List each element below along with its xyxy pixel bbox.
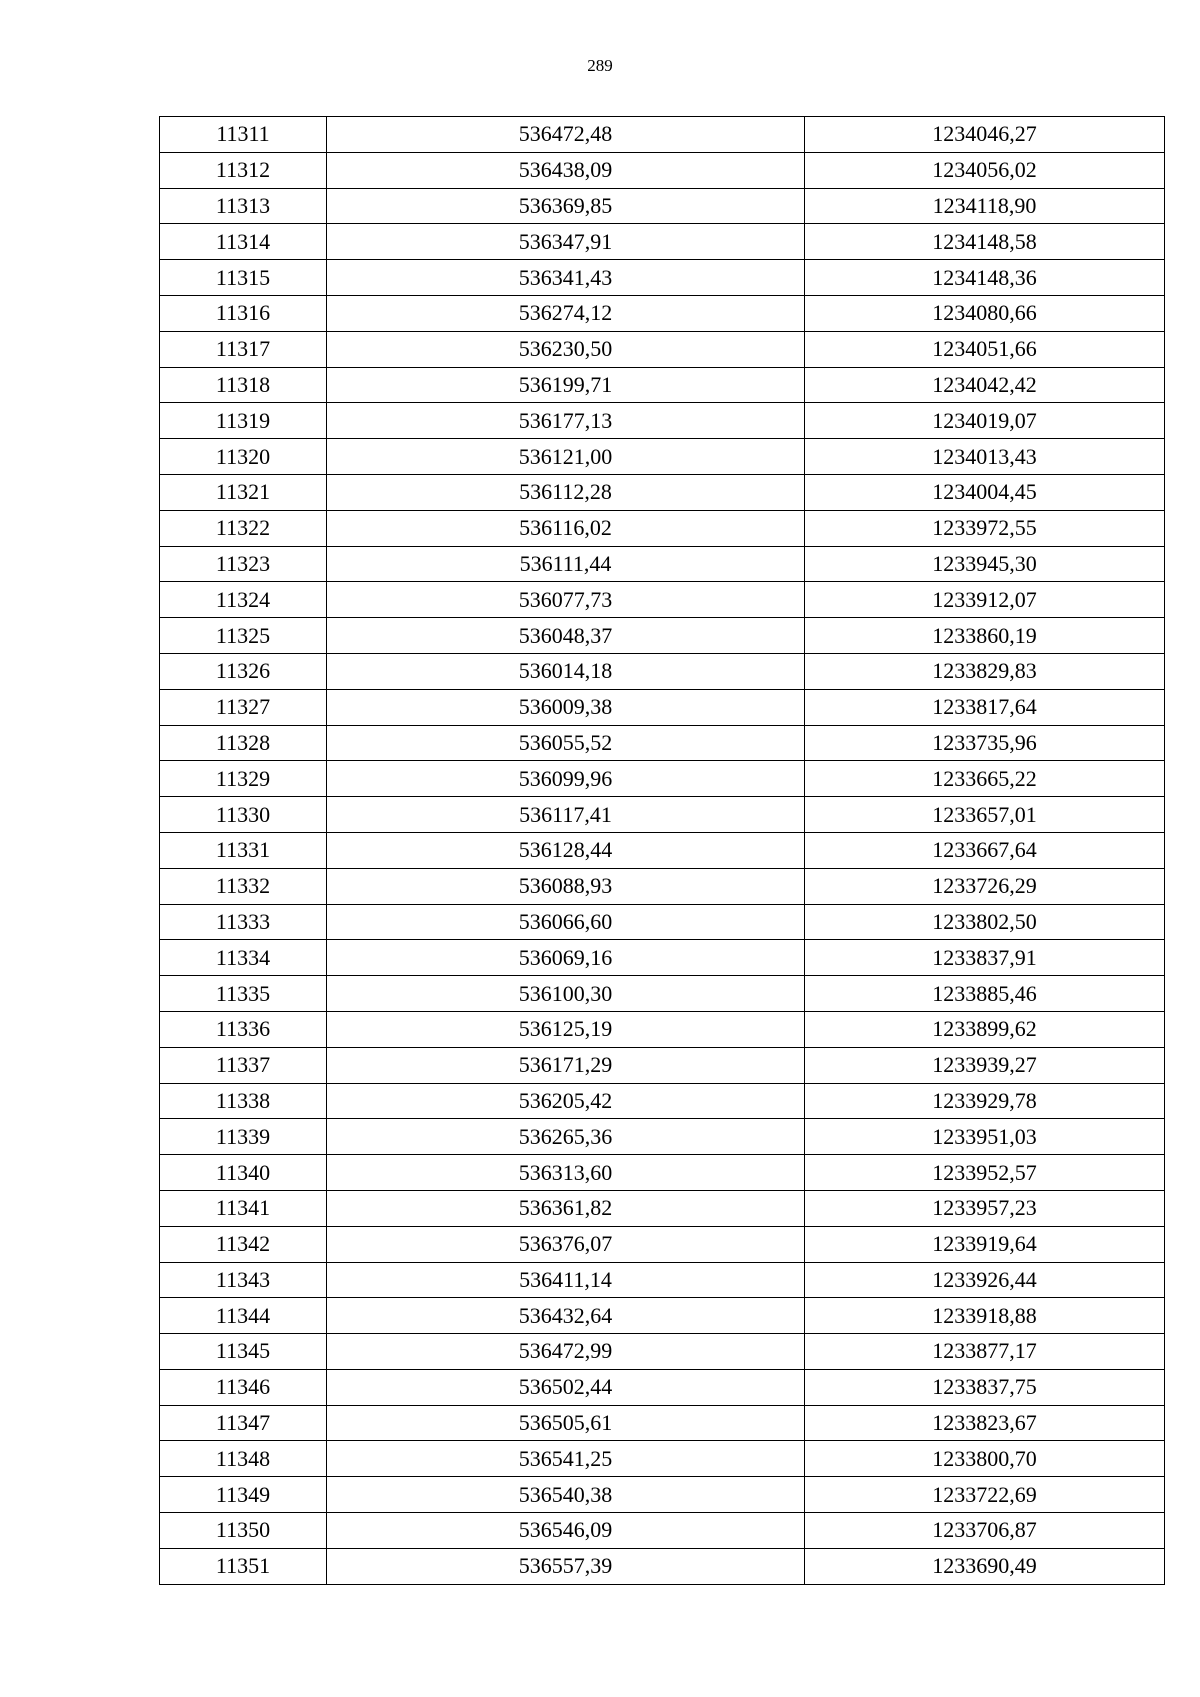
y-coordinate-cell: 1233952,57 bbox=[805, 1155, 1165, 1191]
table-row bbox=[160, 868, 1165, 904]
point-number-cell: 11330 bbox=[160, 797, 327, 833]
table-row bbox=[160, 1047, 1165, 1083]
table-row bbox=[160, 725, 1165, 761]
y-coordinate-cell: 1234148,36 bbox=[805, 260, 1165, 296]
point-number-cell: 11323 bbox=[160, 546, 327, 582]
point-number-cell: 11328 bbox=[160, 725, 327, 761]
point-number-cell: 11339 bbox=[160, 1119, 327, 1155]
table-row bbox=[160, 295, 1165, 331]
table-row bbox=[160, 904, 1165, 940]
table-row bbox=[160, 188, 1165, 224]
table-row bbox=[160, 1226, 1165, 1262]
x-coordinate-cell: 536100,30 bbox=[327, 976, 805, 1012]
x-coordinate-cell: 536472,48 bbox=[327, 117, 805, 153]
point-number-cell: 11348 bbox=[160, 1441, 327, 1477]
table-row bbox=[160, 582, 1165, 618]
x-coordinate-cell: 536438,09 bbox=[327, 152, 805, 188]
y-coordinate-cell: 1233726,29 bbox=[805, 868, 1165, 904]
point-number-cell: 11329 bbox=[160, 761, 327, 797]
point-number-cell: 11326 bbox=[160, 653, 327, 689]
table-row bbox=[160, 1155, 1165, 1191]
y-coordinate-cell: 1233829,83 bbox=[805, 653, 1165, 689]
y-coordinate-cell: 1233667,64 bbox=[805, 832, 1165, 868]
y-coordinate-cell: 1234004,45 bbox=[805, 474, 1165, 510]
y-coordinate-cell: 1233860,19 bbox=[805, 618, 1165, 654]
table-row bbox=[160, 1334, 1165, 1370]
y-coordinate-cell: 1234019,07 bbox=[805, 403, 1165, 439]
y-coordinate-cell: 1233735,96 bbox=[805, 725, 1165, 761]
point-number-cell: 11335 bbox=[160, 976, 327, 1012]
table-row bbox=[160, 1369, 1165, 1405]
x-coordinate-cell: 536048,37 bbox=[327, 618, 805, 654]
point-number-cell: 11313 bbox=[160, 188, 327, 224]
x-coordinate-cell: 536230,50 bbox=[327, 331, 805, 367]
point-number-cell: 11334 bbox=[160, 940, 327, 976]
table-row bbox=[160, 1513, 1165, 1549]
point-number-cell: 11315 bbox=[160, 260, 327, 296]
y-coordinate-cell: 1233912,07 bbox=[805, 582, 1165, 618]
x-coordinate-cell: 536361,82 bbox=[327, 1190, 805, 1226]
x-coordinate-cell: 536265,36 bbox=[327, 1119, 805, 1155]
y-coordinate-cell: 1233957,23 bbox=[805, 1190, 1165, 1226]
y-coordinate-cell: 1233972,55 bbox=[805, 510, 1165, 546]
y-coordinate-cell: 1234046,27 bbox=[805, 117, 1165, 153]
point-number-cell: 11311 bbox=[160, 117, 327, 153]
table-row bbox=[160, 403, 1165, 439]
coordinates-table bbox=[159, 116, 1165, 1585]
x-coordinate-cell: 536069,16 bbox=[327, 940, 805, 976]
x-coordinate-cell: 536066,60 bbox=[327, 904, 805, 940]
y-coordinate-cell: 1233929,78 bbox=[805, 1083, 1165, 1119]
x-coordinate-cell: 536177,13 bbox=[327, 403, 805, 439]
y-coordinate-cell: 1234042,42 bbox=[805, 367, 1165, 403]
x-coordinate-cell: 536472,99 bbox=[327, 1334, 805, 1370]
y-coordinate-cell: 1233706,87 bbox=[805, 1513, 1165, 1549]
point-number-cell: 11346 bbox=[160, 1369, 327, 1405]
x-coordinate-cell: 536411,14 bbox=[327, 1262, 805, 1298]
table-row bbox=[160, 260, 1165, 296]
point-number-cell: 11337 bbox=[160, 1047, 327, 1083]
table-row bbox=[160, 1405, 1165, 1441]
table-row bbox=[160, 653, 1165, 689]
x-coordinate-cell: 536505,61 bbox=[327, 1405, 805, 1441]
point-number-cell: 11324 bbox=[160, 582, 327, 618]
x-coordinate-cell: 536557,39 bbox=[327, 1548, 805, 1584]
table-row bbox=[160, 439, 1165, 475]
table-row bbox=[160, 797, 1165, 833]
x-coordinate-cell: 536111,44 bbox=[327, 546, 805, 582]
x-coordinate-cell: 536313,60 bbox=[327, 1155, 805, 1191]
x-coordinate-cell: 536369,85 bbox=[327, 188, 805, 224]
x-coordinate-cell: 536055,52 bbox=[327, 725, 805, 761]
table-row bbox=[160, 689, 1165, 725]
x-coordinate-cell: 536541,25 bbox=[327, 1441, 805, 1477]
x-coordinate-cell: 536205,42 bbox=[327, 1083, 805, 1119]
x-coordinate-cell: 536341,43 bbox=[327, 260, 805, 296]
point-number-cell: 11344 bbox=[160, 1298, 327, 1334]
x-coordinate-cell: 536112,28 bbox=[327, 474, 805, 510]
point-number-cell: 11350 bbox=[160, 1513, 327, 1549]
point-number-cell: 11322 bbox=[160, 510, 327, 546]
table-row bbox=[160, 761, 1165, 797]
y-coordinate-cell: 1234056,02 bbox=[805, 152, 1165, 188]
table-row bbox=[160, 1119, 1165, 1155]
x-coordinate-cell: 536432,64 bbox=[327, 1298, 805, 1334]
table-row bbox=[160, 1190, 1165, 1226]
table-row bbox=[160, 546, 1165, 582]
point-number-cell: 11351 bbox=[160, 1548, 327, 1584]
table-row bbox=[160, 1262, 1165, 1298]
point-number-cell: 11319 bbox=[160, 403, 327, 439]
table-row bbox=[160, 1548, 1165, 1584]
x-coordinate-cell: 536117,41 bbox=[327, 797, 805, 833]
x-coordinate-cell: 536347,91 bbox=[327, 224, 805, 260]
table-row bbox=[160, 1011, 1165, 1047]
point-number-cell: 11336 bbox=[160, 1011, 327, 1047]
table-row bbox=[160, 117, 1165, 153]
point-number-cell: 11316 bbox=[160, 295, 327, 331]
x-coordinate-cell: 536121,00 bbox=[327, 439, 805, 475]
x-coordinate-cell: 536171,29 bbox=[327, 1047, 805, 1083]
x-coordinate-cell: 536014,18 bbox=[327, 653, 805, 689]
x-coordinate-cell: 536116,02 bbox=[327, 510, 805, 546]
point-number-cell: 11321 bbox=[160, 474, 327, 510]
table-body bbox=[160, 117, 1165, 1585]
y-coordinate-cell: 1233657,01 bbox=[805, 797, 1165, 833]
table-row bbox=[160, 976, 1165, 1012]
y-coordinate-cell: 1233918,88 bbox=[805, 1298, 1165, 1334]
x-coordinate-cell: 536128,44 bbox=[327, 832, 805, 868]
y-coordinate-cell: 1234080,66 bbox=[805, 295, 1165, 331]
table-row bbox=[160, 152, 1165, 188]
point-number-cell: 11318 bbox=[160, 367, 327, 403]
point-number-cell: 11343 bbox=[160, 1262, 327, 1298]
x-coordinate-cell: 536088,93 bbox=[327, 868, 805, 904]
y-coordinate-cell: 1234118,90 bbox=[805, 188, 1165, 224]
y-coordinate-cell: 1233817,64 bbox=[805, 689, 1165, 725]
y-coordinate-cell: 1233665,22 bbox=[805, 761, 1165, 797]
y-coordinate-cell: 1233951,03 bbox=[805, 1119, 1165, 1155]
point-number-cell: 11320 bbox=[160, 439, 327, 475]
x-coordinate-cell: 536502,44 bbox=[327, 1369, 805, 1405]
point-number-cell: 11333 bbox=[160, 904, 327, 940]
y-coordinate-cell: 1233690,49 bbox=[805, 1548, 1165, 1584]
point-number-cell: 11332 bbox=[160, 868, 327, 904]
y-coordinate-cell: 1233802,50 bbox=[805, 904, 1165, 940]
y-coordinate-cell: 1234051,66 bbox=[805, 331, 1165, 367]
table-row bbox=[160, 1298, 1165, 1334]
y-coordinate-cell: 1233926,44 bbox=[805, 1262, 1165, 1298]
point-number-cell: 11338 bbox=[160, 1083, 327, 1119]
y-coordinate-cell: 1233823,67 bbox=[805, 1405, 1165, 1441]
y-coordinate-cell: 1233837,75 bbox=[805, 1369, 1165, 1405]
x-coordinate-cell: 536077,73 bbox=[327, 582, 805, 618]
point-number-cell: 11349 bbox=[160, 1477, 327, 1513]
y-coordinate-cell: 1233899,62 bbox=[805, 1011, 1165, 1047]
y-coordinate-cell: 1233877,17 bbox=[805, 1334, 1165, 1370]
y-coordinate-cell: 1233837,91 bbox=[805, 940, 1165, 976]
y-coordinate-cell: 1234148,58 bbox=[805, 224, 1165, 260]
y-coordinate-cell: 1233885,46 bbox=[805, 976, 1165, 1012]
table-row bbox=[160, 618, 1165, 654]
table-row bbox=[160, 331, 1165, 367]
point-number-cell: 11340 bbox=[160, 1155, 327, 1191]
table-row bbox=[160, 940, 1165, 976]
point-number-cell: 11347 bbox=[160, 1405, 327, 1441]
table-row bbox=[160, 1441, 1165, 1477]
point-number-cell: 11317 bbox=[160, 331, 327, 367]
table-row bbox=[160, 832, 1165, 868]
table-row bbox=[160, 1083, 1165, 1119]
y-coordinate-cell: 1233722,69 bbox=[805, 1477, 1165, 1513]
table-row bbox=[160, 224, 1165, 260]
point-number-cell: 11341 bbox=[160, 1190, 327, 1226]
x-coordinate-cell: 536274,12 bbox=[327, 295, 805, 331]
page-number: 289 bbox=[587, 56, 613, 75]
point-number-cell: 11325 bbox=[160, 618, 327, 654]
x-coordinate-cell: 536009,38 bbox=[327, 689, 805, 725]
x-coordinate-cell: 536540,38 bbox=[327, 1477, 805, 1513]
x-coordinate-cell: 536376,07 bbox=[327, 1226, 805, 1262]
x-coordinate-cell: 536546,09 bbox=[327, 1513, 805, 1549]
point-number-cell: 11327 bbox=[160, 689, 327, 725]
table-row bbox=[160, 474, 1165, 510]
y-coordinate-cell: 1233945,30 bbox=[805, 546, 1165, 582]
point-number-cell: 11312 bbox=[160, 152, 327, 188]
table-row bbox=[160, 510, 1165, 546]
x-coordinate-cell: 536199,71 bbox=[327, 367, 805, 403]
point-number-cell: 11345 bbox=[160, 1334, 327, 1370]
x-coordinate-cell: 536125,19 bbox=[327, 1011, 805, 1047]
x-coordinate-cell: 536099,96 bbox=[327, 761, 805, 797]
table-row bbox=[160, 1477, 1165, 1513]
y-coordinate-cell: 1233919,64 bbox=[805, 1226, 1165, 1262]
point-number-cell: 11314 bbox=[160, 224, 327, 260]
y-coordinate-cell: 1233939,27 bbox=[805, 1047, 1165, 1083]
y-coordinate-cell: 1233800,70 bbox=[805, 1441, 1165, 1477]
table-row bbox=[160, 367, 1165, 403]
point-number-cell: 11342 bbox=[160, 1226, 327, 1262]
y-coordinate-cell: 1234013,43 bbox=[805, 439, 1165, 475]
point-number-cell: 11331 bbox=[160, 832, 327, 868]
